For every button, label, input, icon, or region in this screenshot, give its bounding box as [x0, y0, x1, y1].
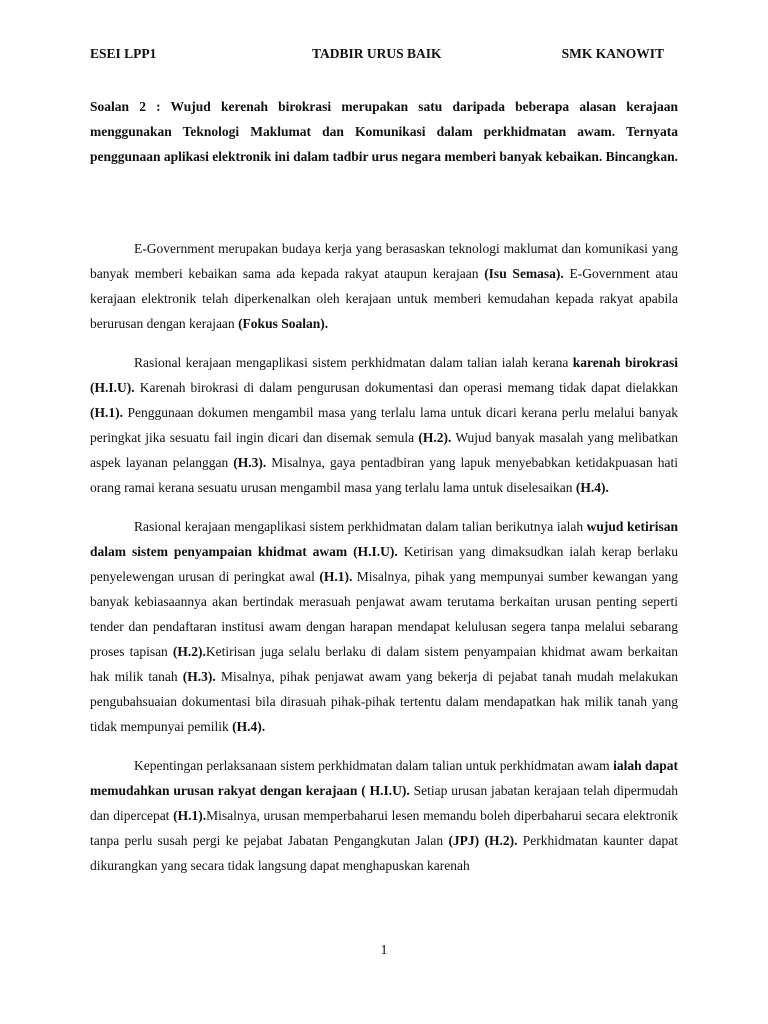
- paragraph-run: Ketirisan juga selalu berlaku di dalam sistem penyampaian khidmat awam berkaitan hak milik tanah: [90, 644, 679, 684]
- paragraph-run: Misalnya, pihak yang mempunyai sumber kewangan yang banyak kebiasaannya akan bertindak merasuah penjawat awam terutama berkaitan urusan penting seperti tender dan pendaftaran institusi awam dengan harapan mendapat kelulusan segera tanpa melalui sebarang proses tapisan: [90, 569, 678, 659]
- paragraph-run-bold: (H.1).: [90, 405, 123, 420]
- paragraph-run: Perkhidmatan kaunter dapat dikurangkan yang secara tidak langsung dapat menghapuskan karenah: [90, 833, 678, 873]
- paragraph-2: [90, 350, 678, 500]
- header-center: TADBIR URUS BAIK: [312, 46, 442, 61]
- paragraph-3: [90, 514, 678, 739]
- paragraph-run-bold: (H.4).: [575, 480, 609, 495]
- paragraph-run: Karenah birokrasi di dalam pengurusan dokumentasi dan operasi memang tidak dapat dielakkan: [134, 380, 678, 395]
- header-right: SMK KANOWIT: [561, 46, 664, 61]
- paragraph-run-bold: (H.1).: [319, 569, 353, 584]
- paragraph-run-bold: (H.2).: [172, 644, 206, 659]
- paragraph-run-bold: (H.1).: [173, 808, 207, 823]
- essay-body: [90, 236, 678, 892]
- paragraph-run: Penggunaan dokumen mengambil masa yang terlalu lama untuk dicari kerana perlu melalui banyak peringkat jika sesuatu fail ingin dicari dan disemak semula: [90, 405, 678, 445]
- paragraph-run: E-Government merupakan budaya kerja yang berasaskan teknologi maklumat dan komunikasi yang banyak memberi kebaikan sama ada kepada rakyat ataupun kerajaan: [90, 241, 678, 281]
- page-number: 1: [380, 943, 388, 958]
- header-left: ESEI LPP1: [90, 46, 157, 61]
- paragraph-run-bold: (H.3).: [233, 455, 267, 470]
- paragraph-run: Wujud banyak masalah yang melibatkan aspek layanan pelanggan: [90, 430, 678, 470]
- paragraph-4: [90, 753, 678, 878]
- paragraph-run-bold: (H.4).: [232, 719, 266, 734]
- paragraph-run-bold: wujud ketirisan dalam sistem penyampaian khidmat awam (H.I.U).: [90, 519, 678, 559]
- paragraph-run: Misalnya, pihak penjawat awam yang bekerja di pejabat tanah mudah melakukan pengubahsuaian dokumentasi bila dirasuah pihak-pihak tertentu dalam mendapatkan hak milik tanah yang tidak mempunyai pemilik: [90, 669, 678, 734]
- question-text: Soalan 2 : Wujud kerenah birokrasi merupakan satu daripada beberapa alasan kerajaan menggunakan Teknologi Maklumat dan Komunikasi dalam perkhidmatan awam. Ternyata penggunaan aplikasi elektronik ini dalam tadbir urus negara memberi banyak kebaikan. Bincangkan.: [90, 99, 679, 164]
- paragraph-run-bold: (Fokus Soalan).: [238, 316, 329, 331]
- paragraph-run-bold: ialah dapat memudahkan urusan rakyat dengan kerajaan ( H.I.U).: [90, 758, 678, 798]
- paragraph-run: Ketirisan yang dimaksudkan ialah kerap berlaku penyelewengan urusan di peringkat awal: [90, 544, 678, 584]
- paragraph-run: Rasional kerajaan mengaplikasi sistem perkhidmatan dalam talian ialah kerana: [134, 355, 573, 370]
- paragraph-run-bold: (H.2).: [418, 430, 452, 445]
- paragraph-run-bold: (Isu Semasa).: [484, 266, 564, 281]
- paragraph-run: E-Government atau kerajaan elektronik telah diperkenalkan oleh kerajaan untuk memberi kemudahan kepada rakyat apabila berurusan dengan kerajaan: [90, 266, 678, 331]
- paragraph-run-bold: karenah birokrasi (H.I.U).: [90, 355, 678, 395]
- paragraph-run: Misalnya, gaya pentadbiran yang lapuk menyebabkan ketidakpuasan hati orang ramai kerana sesuatu urusan mengambil masa yang terlalu lama untuk diselesaikan: [90, 455, 678, 495]
- paragraph-run-bold: (H.3).: [182, 669, 216, 684]
- paragraph-run: Rasional kerajaan mengaplikasi sistem perkhidmatan dalam talian berikutnya ialah: [134, 519, 587, 534]
- paragraph-run: Kepentingan perlaksanaan sistem perkhidmatan dalam talian untuk perkhidmatan awam: [134, 758, 614, 773]
- paragraph-run: Misalnya, urusan memperbaharui lesen memandu boleh diperbaharui secara elektronik tanpa perlu susah pergi ke pejabat Jabatan Pengangkutan Jalan: [90, 808, 678, 848]
- paragraph-run-bold: (JPJ) (H.2).: [448, 833, 518, 848]
- paragraph-run: Setiap urusan jabatan kerajaan telah dipermudah dan dipercepat: [90, 783, 678, 823]
- paragraph-1: [90, 236, 678, 336]
- page-header: [90, 46, 664, 66]
